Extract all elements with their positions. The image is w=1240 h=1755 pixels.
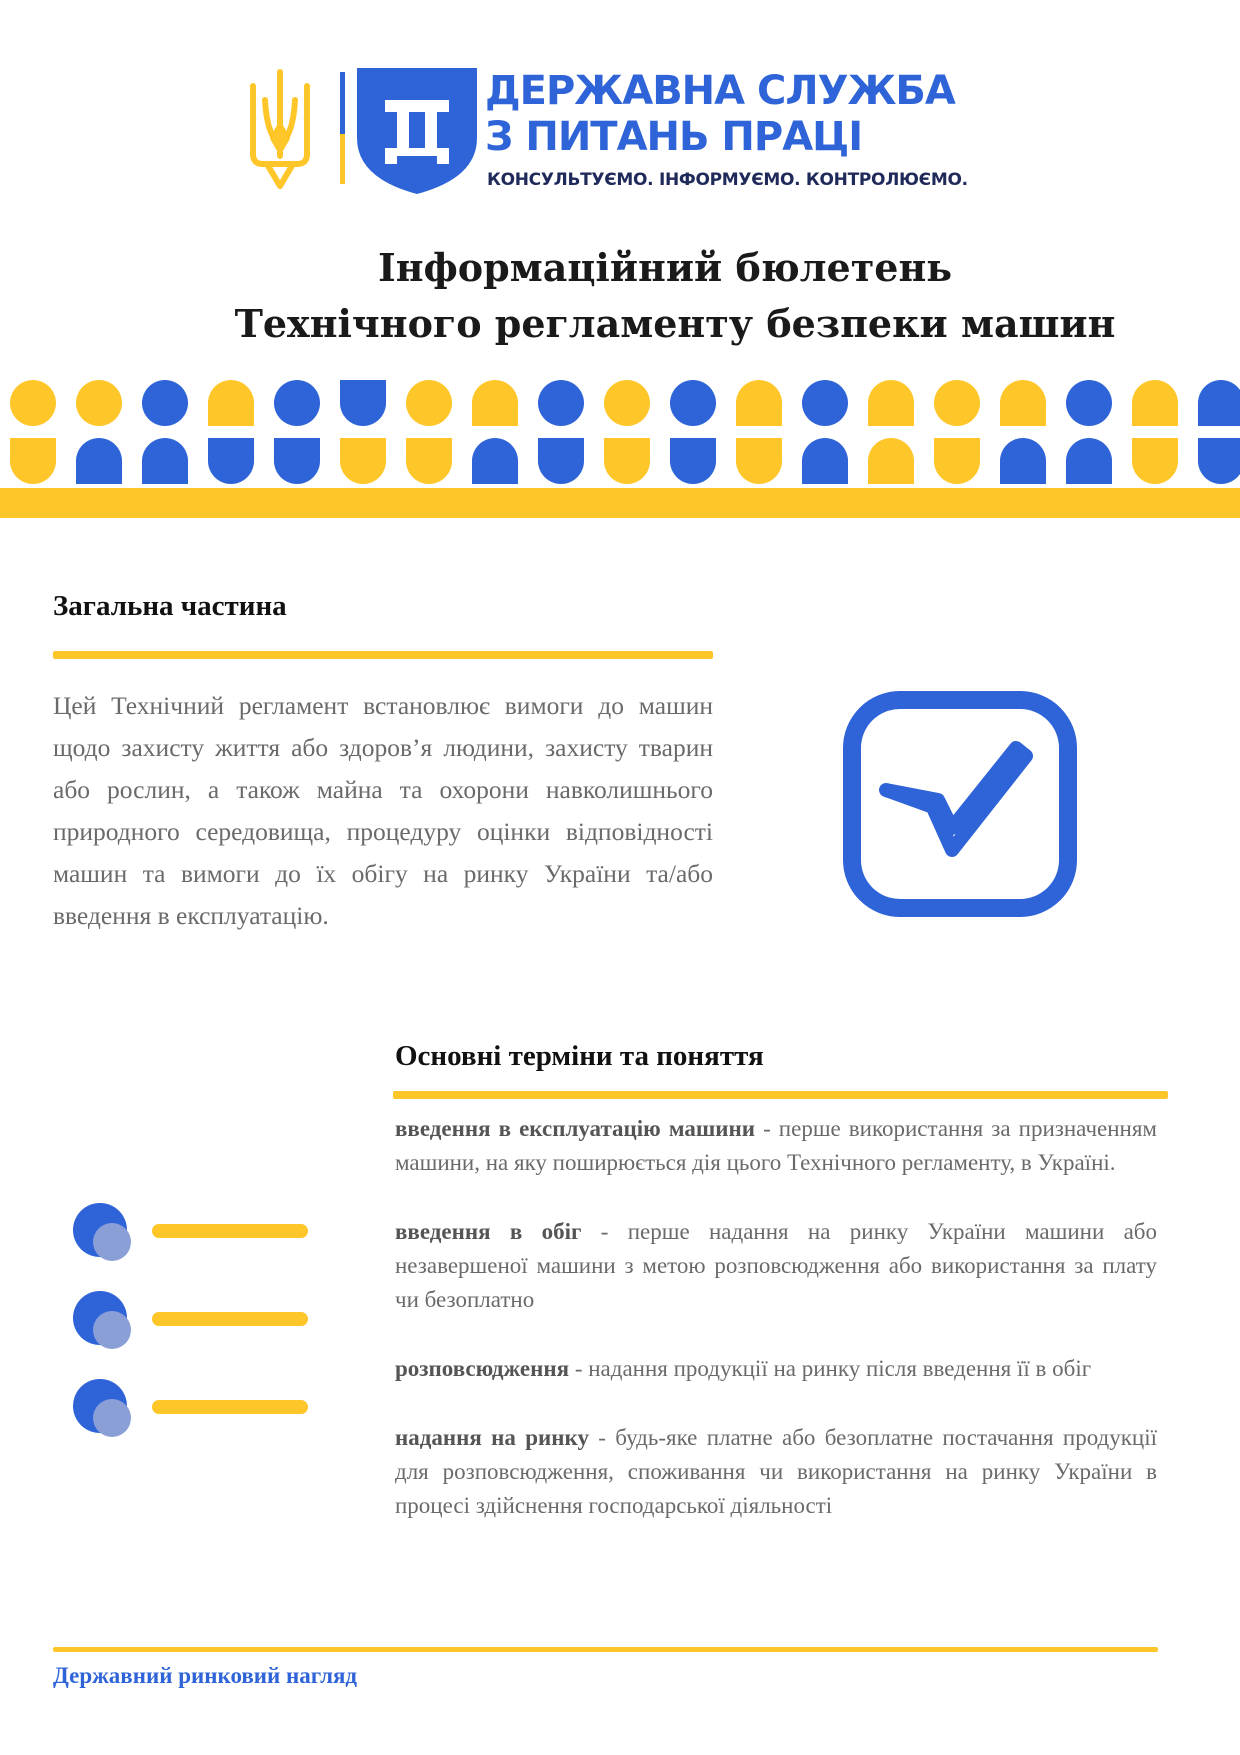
pattern-shape (406, 380, 452, 426)
pattern-shape (1132, 438, 1178, 484)
pattern-shape (868, 438, 914, 484)
pattern-shape (208, 380, 254, 426)
pattern-shape (208, 438, 254, 484)
pattern-shape (604, 380, 650, 426)
term-definition: - будь-яке платне або безоплатне постачання продукції для розповсюдження, споживання чи використання на ринку України в процесі здійснення господарської діяльності (395, 1425, 1157, 1518)
pattern-shape (604, 438, 650, 484)
pattern-shape (274, 380, 320, 426)
pattern-shape (670, 380, 716, 426)
pattern-shape (76, 380, 122, 426)
shield-logo-icon (357, 68, 477, 194)
pattern-shape (76, 438, 122, 484)
brand-motto: КОНСУЛЬТУЄМО. ІНФОРМУЄМО. КОНТРОЛЮЄМО. (487, 170, 968, 190)
section-divider (53, 651, 713, 659)
pattern-shape (1132, 380, 1178, 426)
term-name: надання на ринку (395, 1425, 589, 1450)
pattern-shape (868, 380, 914, 426)
pattern-shape (142, 438, 188, 484)
pattern-shape (406, 438, 452, 484)
pattern-shape (670, 438, 716, 484)
page-title (0, 240, 1240, 352)
pattern-shape (538, 438, 584, 484)
term-item (395, 1352, 1157, 1386)
term-name: розповсюдження (395, 1356, 570, 1381)
pattern-shape (340, 380, 386, 426)
checkbox-checked-icon (840, 690, 1080, 920)
pattern-base-stripe (0, 488, 1240, 518)
pattern-shape (934, 380, 980, 426)
terms-list (395, 1112, 1157, 1558)
term-name: введення в експлуатацію машини (395, 1116, 755, 1141)
term-item (395, 1421, 1157, 1523)
logo-divider (340, 72, 345, 184)
term-definition: - надання продукції на ринку після введення її в обіг (569, 1356, 1092, 1381)
decorative-pattern-band (0, 372, 1240, 522)
term-item (395, 1112, 1157, 1180)
pattern-shape (934, 438, 980, 484)
pattern-shape (142, 380, 188, 426)
section-heading-general: Загальна частина (53, 590, 287, 622)
list-illustration (70, 1200, 320, 1440)
pattern-shape (1000, 380, 1046, 426)
pattern-shape (10, 438, 56, 484)
pattern-shape (802, 438, 848, 484)
title-line1: Інформаційний бюлетень (377, 245, 953, 290)
pattern-shape (1198, 380, 1240, 426)
general-paragraph: Цей Технічний регламент встановлює вимоги до машин щодо захисту життя або здоров’я людини, захисту тварин або рослин, а також майна та охорони навколишнього природного середовища, процедуру оцінки відповідності машин та вимоги до їх обігу на ринку України та/або введення в експлуатацію. (53, 691, 713, 930)
pattern-shape (10, 380, 56, 426)
pattern-shape (736, 438, 782, 484)
pattern-shape (274, 438, 320, 484)
footer-text: Державний ринковий нагляд (53, 1663, 358, 1688)
pattern-shape (472, 380, 518, 426)
brand-name-line1: ДЕРЖАВНА СЛУЖБА (485, 68, 955, 114)
section-divider (393, 1091, 1168, 1099)
pattern-shape (1000, 438, 1046, 484)
term-definition: - перше надання на ринку України машини або незавершеної машини з метою розповсюдження або використання за плату чи безоплатно (395, 1219, 1157, 1312)
bullet-row-1 (73, 1203, 308, 1261)
footer-divider (53, 1647, 1158, 1652)
title-line2: Технічного регламенту безпеки машин (234, 301, 1116, 346)
term-definition: - перше використання за призначенням машини, на яку поширюється дія цього Технічного регламенту, в Україні. (395, 1116, 1157, 1175)
pattern-shape (538, 380, 584, 426)
pattern-shape (802, 380, 848, 426)
brand-name-line2: З ПИТАНЬ ПРАЦІ (485, 114, 863, 160)
pattern-shape (1198, 438, 1240, 484)
pattern-shape (1066, 438, 1112, 484)
bullet-row-2 (73, 1291, 308, 1349)
pattern-shape (340, 438, 386, 484)
pattern-shape (736, 380, 782, 426)
pattern-shape (472, 438, 518, 484)
term-item (395, 1215, 1157, 1317)
trident-icon (245, 66, 315, 194)
term-name: введення в обіг (395, 1219, 582, 1244)
section-heading-terms: Основні терміни та поняття (395, 1040, 764, 1072)
bullet-row-3 (73, 1379, 308, 1437)
pattern-shape (1066, 380, 1112, 426)
